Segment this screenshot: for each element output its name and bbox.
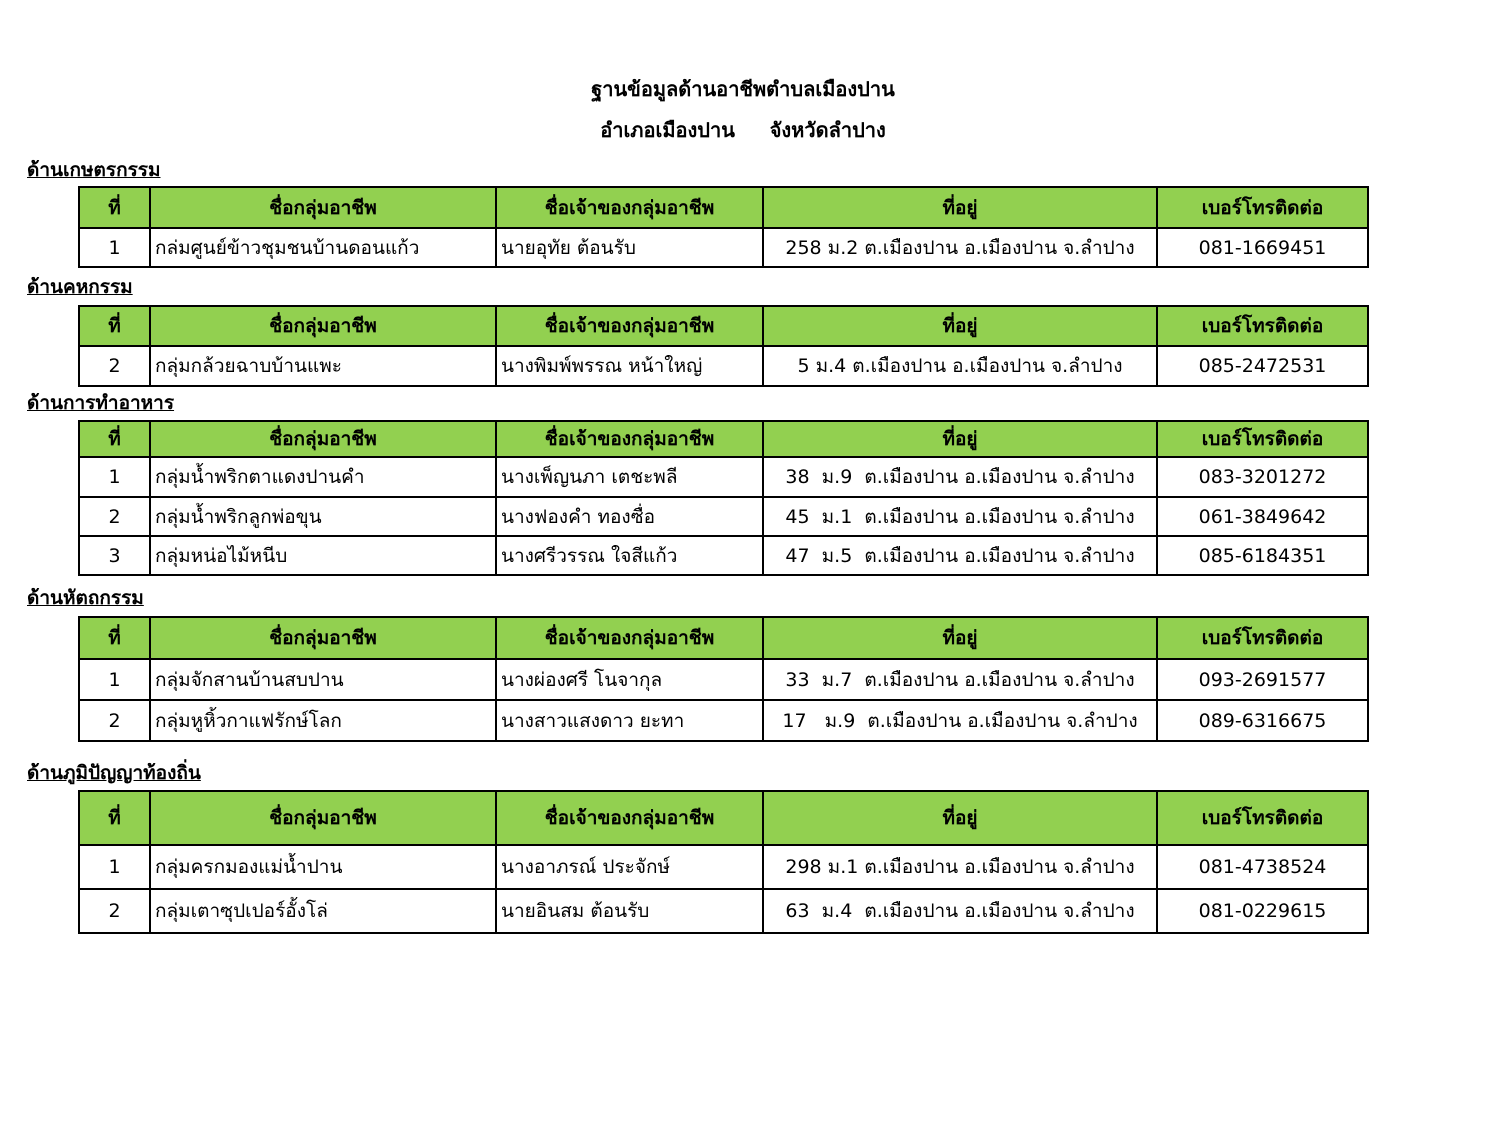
cell-phone: 085-6184351 [1157, 536, 1368, 575]
cell-owner: นางฟองคำ ทองซื่อ [496, 497, 763, 536]
cell-no: 3 [79, 536, 150, 575]
header-owner: ชื่อเจ้าของกลุ่มอาชีพ [496, 306, 763, 346]
header-no: ที่ [79, 306, 150, 346]
header-phone: เบอร์โทรติดต่อ [1157, 306, 1368, 346]
cell-owner: นางผ่องศรี โนจากุล [496, 659, 763, 700]
table-row [79, 889, 1368, 933]
cell-group-name: กลุ่มจักสานบ้านสบปาน [150, 659, 496, 700]
header-owner: ชื่อเจ้าของกลุ่มอาชีพ [496, 187, 763, 228]
cell-owner: นางเพ็ญนภา เตชะพลี [496, 457, 763, 497]
header-address: ที่อยู่ [763, 791, 1157, 845]
section-title-agriculture: ด้านเกษตรกรรม [27, 159, 161, 181]
table-row [79, 845, 1368, 889]
table-cooking [78, 420, 1369, 576]
cell-no: 2 [79, 346, 150, 386]
table-row [79, 346, 1368, 386]
cell-phone: 083-3201272 [1157, 457, 1368, 497]
header-address: ที่อยู่ [763, 617, 1157, 659]
cell-phone: 093-2691577 [1157, 659, 1368, 700]
cell-group-name: กลุ่มครกมองแม่น้ำปาน [150, 845, 496, 889]
cell-group-name: กลุ่มน้ำพริกตาแดงปานคำ [150, 457, 496, 497]
table-handicraft [78, 616, 1369, 742]
section-title-local-wisdom: ด้านภูมิปัญญาท้องถิ่น [27, 762, 201, 784]
cell-address: 5 ม.4 ต.เมืองปาน อ.เมืองปาน จ.ลำปาง [763, 346, 1157, 386]
section-title-cooking: ด้านการทำอาหาร [27, 392, 175, 414]
cell-phone: 085-2472531 [1157, 346, 1368, 386]
table-row [79, 457, 1368, 497]
cell-address: 45 ม.1 ต.เมืองปาน อ.เมืองปาน จ.ลำปาง [763, 497, 1157, 536]
header-address: ที่อยู่ [763, 421, 1157, 457]
table-home-economics [78, 305, 1369, 387]
cell-owner: นางอาภรณ์ ประจักษ์ [496, 845, 763, 889]
header-address: ที่อยู่ [763, 187, 1157, 228]
cell-owner: นางพิมพ์พรรณ หน้าใหญ่ [496, 346, 763, 386]
cell-owner: นางศรีวรรณ ใจสีแก้ว [496, 536, 763, 575]
header-phone: เบอร์โทรติดต่อ [1157, 791, 1368, 845]
table-agriculture [78, 186, 1369, 268]
cell-group-name: กล่มศูนย์ข้าวชุมชนบ้านดอนแก้ว [150, 228, 496, 267]
cell-phone: 089-6316675 [1157, 700, 1368, 741]
cell-group-name: กลุ่มกล้วยฉาบบ้านแพะ [150, 346, 496, 386]
cell-phone: 061-3849642 [1157, 497, 1368, 536]
cell-no: 1 [79, 228, 150, 267]
table-row [79, 700, 1368, 741]
header-owner: ชื่อเจ้าของกลุ่มอาชีพ [496, 421, 763, 457]
header-phone: เบอร์โทรติดต่อ [1157, 617, 1368, 659]
section-title-home-economics: ด้านคหกรรม [27, 276, 133, 298]
table-row [79, 497, 1368, 536]
cell-no: 1 [79, 457, 150, 497]
cell-address: 47 ม.5 ต.เมืองปาน อ.เมืองปาน จ.ลำปาง [763, 536, 1157, 575]
document-subtitle: อำเภอเมืองปาน จังหวัดลำปาง [600, 118, 886, 142]
cell-group-name: กลุ่มหูหิ้วกาแฟรักษ์โลก [150, 700, 496, 741]
table-row [79, 228, 1368, 267]
cell-owner: นายอุทัย ต้อนรับ [496, 228, 763, 267]
cell-group-name: กลุ่มเตาซุปเปอร์อั้งโล่ [150, 889, 496, 933]
header-phone: เบอร์โทรติดต่อ [1157, 187, 1368, 228]
header-group-name: ชื่อกลุ่มอาชีพ [150, 187, 496, 228]
header-no: ที่ [79, 187, 150, 228]
header-owner: ชื่อเจ้าของกลุ่มอาชีพ [496, 791, 763, 845]
header-group-name: ชื่อกลุ่มอาชีพ [150, 791, 496, 845]
section-title-handicraft: ด้านหัตถกรรม [27, 587, 144, 609]
cell-no: 1 [79, 659, 150, 700]
cell-phone: 081-4738524 [1157, 845, 1368, 889]
cell-no: 1 [79, 845, 150, 889]
cell-group-name: กลุ่มหน่อไม้หนีบ [150, 536, 496, 575]
cell-phone: 081-1669451 [1157, 228, 1368, 267]
cell-owner: นายอินสม ต้อนรับ [496, 889, 763, 933]
header-group-name: ชื่อกลุ่มอาชีพ [150, 617, 496, 659]
cell-owner: นางสาวแสงดาว ยะทา [496, 700, 763, 741]
header-no: ที่ [79, 421, 150, 457]
table-row [79, 659, 1368, 700]
header-group-name: ชื่อกลุ่มอาชีพ [150, 306, 496, 346]
header-no: ที่ [79, 791, 150, 845]
cell-address: 298 ม.1 ต.เมืองปาน อ.เมืองปาน จ.ลำปาง [763, 845, 1157, 889]
cell-phone: 081-0229615 [1157, 889, 1368, 933]
header-no: ที่ [79, 617, 150, 659]
cell-no: 2 [79, 889, 150, 933]
header-address: ที่อยู่ [763, 306, 1157, 346]
cell-address: 258 ม.2 ต.เมืองปาน อ.เมืองปาน จ.ลำปาง [763, 228, 1157, 267]
cell-address: 33 ม.7 ต.เมืองปาน อ.เมืองปาน จ.ลำปาง [763, 659, 1157, 700]
cell-no: 2 [79, 497, 150, 536]
table-row [79, 536, 1368, 575]
header-owner: ชื่อเจ้าของกลุ่มอาชีพ [496, 617, 763, 659]
cell-group-name: กลุ่มน้ำพริกลูกพ่อขุน [150, 497, 496, 536]
header-phone: เบอร์โทรติดต่อ [1157, 421, 1368, 457]
cell-address: 38 ม.9 ต.เมืองปาน อ.เมืองปาน จ.ลำปาง [763, 457, 1157, 497]
cell-no: 2 [79, 700, 150, 741]
document-title: ฐานข้อมูลด้านอาชีพตำบลเมืองปาน [591, 77, 895, 101]
cell-address: 17 ม.9 ต.เมืองปาน อ.เมืองปาน จ.ลำปาง [763, 700, 1157, 741]
header-group-name: ชื่อกลุ่มอาชีพ [150, 421, 496, 457]
cell-address: 63 ม.4 ต.เมืองปาน อ.เมืองปาน จ.ลำปาง [763, 889, 1157, 933]
table-local-wisdom [78, 790, 1369, 934]
